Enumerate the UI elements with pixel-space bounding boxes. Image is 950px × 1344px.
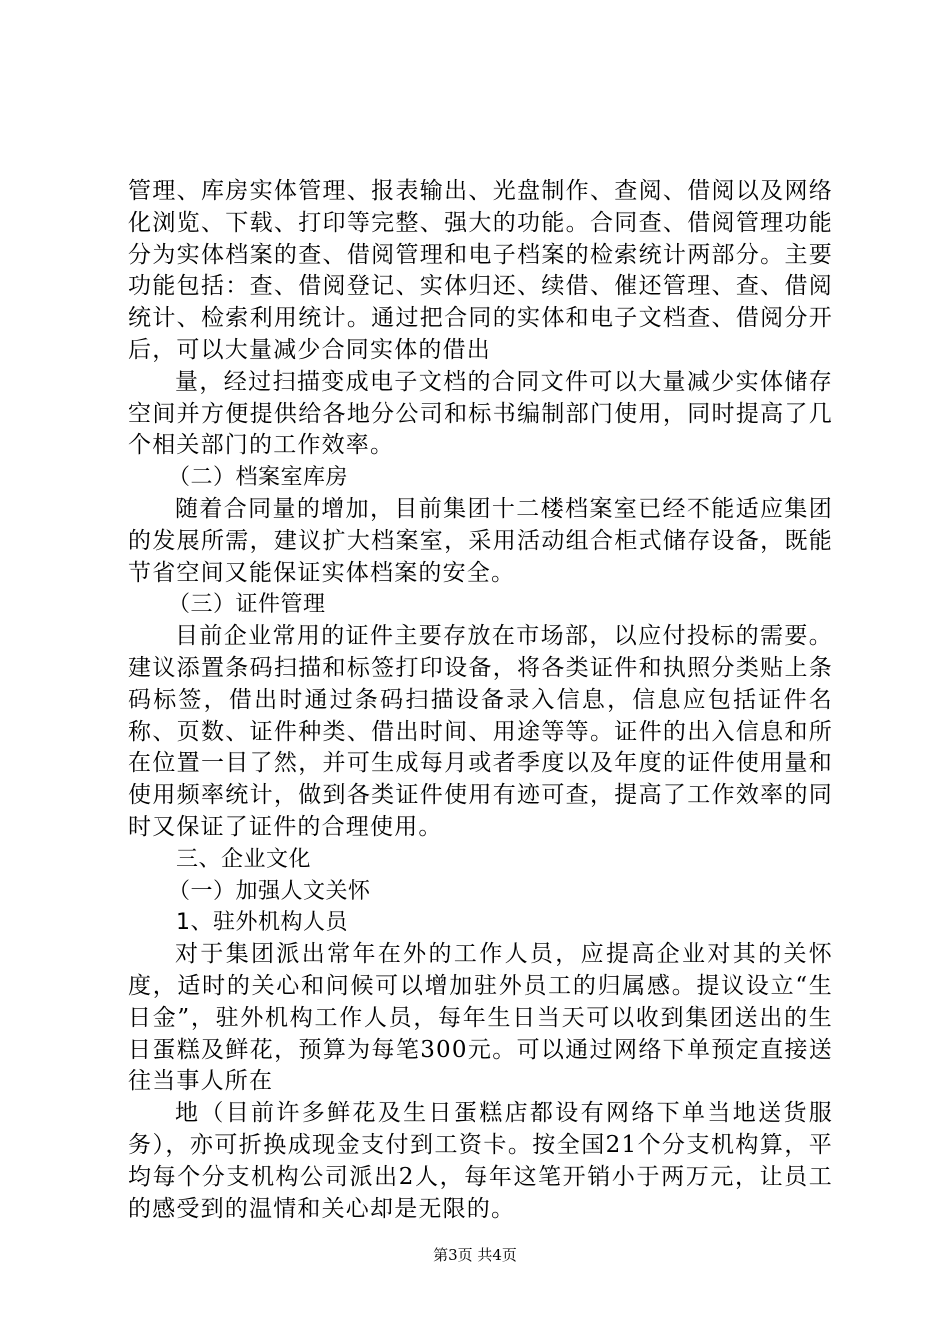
paragraph-contract-lending: 管理、库房实体管理、报表输出、光盘制作、查阅、借阅以及网络化浏览、下载、打印等完整、强大的功能。合同查、借阅管理功能分为实体档案的查、借阅管理和电子档案的检索统计两部分。主要功能包括：查、借阅登记、实体归还、续借、催还管理、查、借阅统计、检索利用统计。通过把合同的实体和电子文档查、借阅分开后，可以大量减少合同实体的借出 [128, 178, 833, 363]
paragraph-birthday-fund: 对于集团派出常年在外的工作人员，应提高企业对其的关怀度，适时的关心和问候可以增加驻外员工的归属感。提议设立“生日金”，驻外机构工作人员，每年生日当天可以收到集团送出的生日蛋糕及鲜花，预算为每笔300元。可以通过网络下单预定直接送往当事人所在 [128, 941, 833, 1095]
document-body [128, 176, 833, 1225]
heading-certificate-management: （三）证件管理 [168, 592, 326, 618]
heading-corporate-culture: 三、企业文化 [176, 846, 312, 872]
paragraph-delivery-budget: 地（目前许多鲜花及生日蛋糕店都设有网络下单当地送货服务），亦可折换成现金支付到工资卡。按全国21个分支机构算，平均每个分支机构公司派出2人，每年这笔开销小于两万元，让员工的感受到的温情和关心却是无限的。 [128, 1100, 833, 1222]
paragraph-certificate-management: 目前企业常用的证件主要存放在市场部，以应付投标的需要。建议添置条码扫描和标签打印设备，将各类证件和执照分类贴上条码标签，借出时通过条码扫描设备录入信息，信息应包括证件名称、页数、证件种类、借出时间、用途等等。证件的出入信息和所在位置一目了然，并可生成每月或者季度以及年度的证件使用量和使用频率统计，做到各类证件使用有迹可查，提高了工作效率的同时又保证了证件的合理使用。 [128, 623, 833, 840]
heading-archive-room: （二）档案室库房 [168, 465, 349, 491]
page-footer: 第3页 共4页 [433, 1246, 517, 1264]
paragraph-scanning-benefits: 量，经过扫描变成电子文档的合同文件可以大量减少实体储存空间并方便提供给各地分公司和标书编制部门使用，同时提高了几个相关部门的工作效率。 [128, 368, 833, 459]
heading-overseas-staff: 1、驻外机构人员 [176, 910, 348, 936]
heading-humanistic-care: （一）加强人文关怀 [168, 878, 371, 904]
paragraph-archive-room: 随着合同量的增加，目前集团十二楼档案室已经不能适应集团的发展所需，建议扩大档案室，采用活动组合柜式储存设备，既能节省空间又能保证实体档案的安全。 [128, 495, 833, 586]
